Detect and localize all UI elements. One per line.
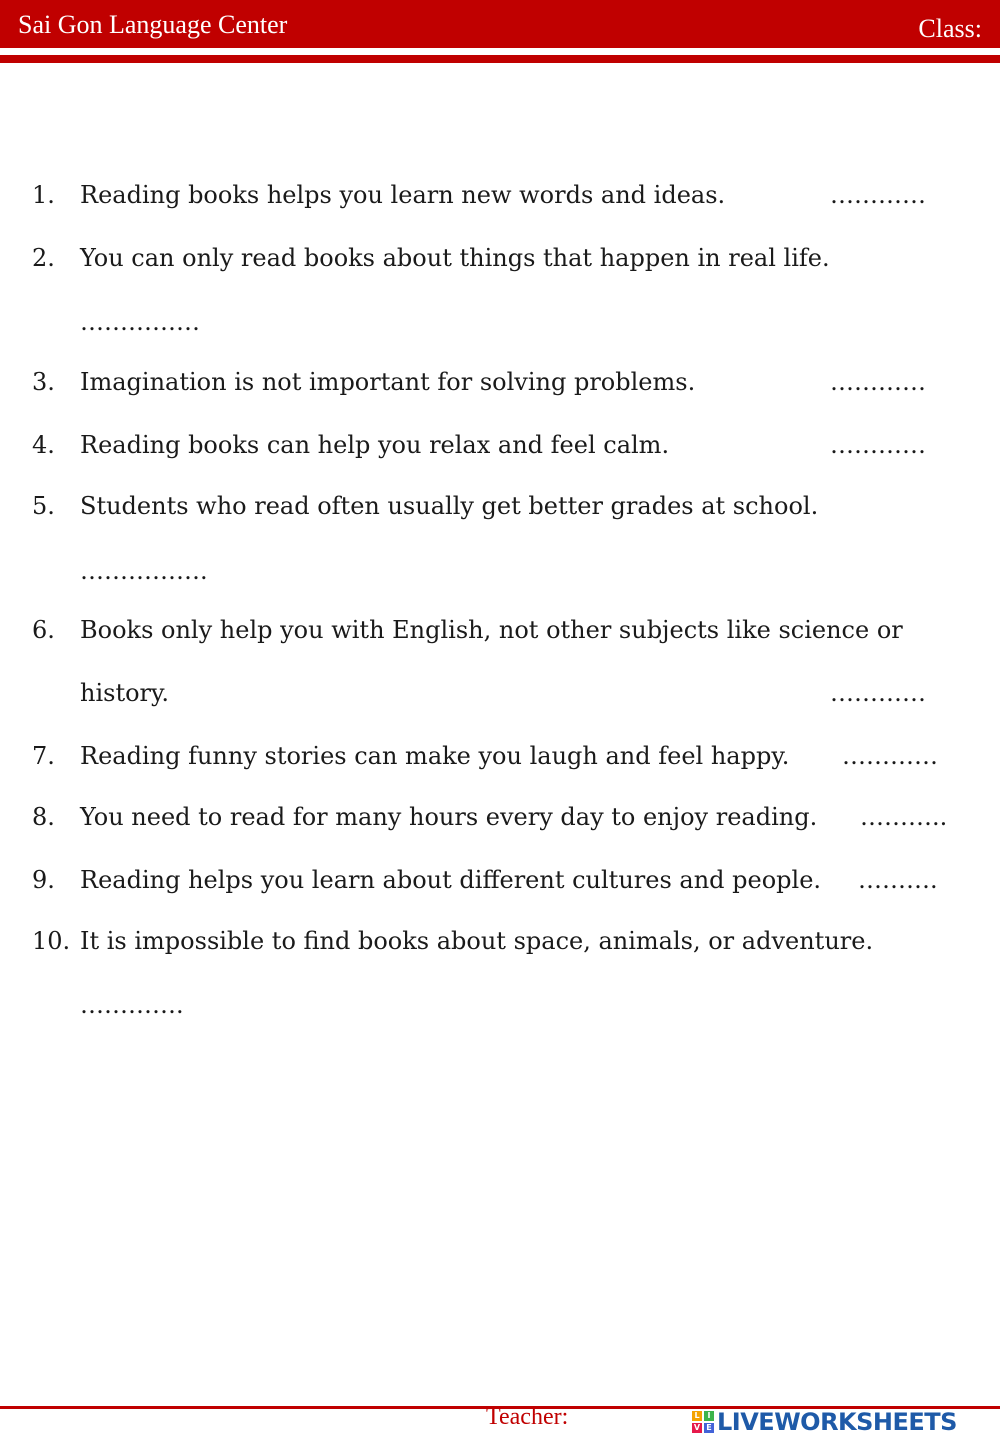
liveworksheets-icon — [692, 1411, 714, 1433]
answer-blank[interactable]: ………… — [830, 181, 926, 209]
answer-blank[interactable]: ………… — [842, 742, 938, 770]
question-text: You need to read for many hours every day to enjoy reading. — [80, 803, 818, 831]
logo-letter: V — [693, 1423, 701, 1432]
question-number: 10. — [32, 927, 71, 955]
answer-blank[interactable]: ………… — [830, 368, 926, 396]
question-number: 2. — [32, 244, 55, 272]
header-divider — [0, 55, 1000, 63]
answer-blank[interactable]: …………… — [80, 308, 200, 336]
question-number: 7. — [32, 742, 55, 770]
answer-blank[interactable]: ………. — [858, 866, 938, 894]
logo-letter: I — [704, 1411, 714, 1421]
answer-blank[interactable]: ……………. — [80, 557, 208, 585]
liveworksheets-logo — [692, 1407, 957, 1437]
answer-blank[interactable]: ………… — [830, 679, 926, 707]
answer-blank[interactable]: ………… — [830, 431, 926, 459]
question-text: Imagination is not important for solving problems. — [80, 368, 696, 396]
center-name: Sai Gon Language Center — [18, 10, 288, 39]
question-number: 6. — [32, 616, 55, 644]
question-number: 1. — [32, 181, 55, 209]
class-label: Class: — [918, 14, 982, 43]
logo-letter: L — [692, 1411, 702, 1421]
question-text: Reading helps you learn about different cultures and people. — [80, 866, 822, 894]
question-text-continued: history. — [80, 679, 170, 707]
question-number: 5. — [32, 492, 55, 520]
answer-blank[interactable]: ……….. — [860, 803, 948, 831]
question-text: Books only help you with English, not other subjects like science or — [80, 616, 903, 644]
question-text: You can only read books about things that happen in real life. — [80, 244, 830, 272]
question-number: 9. — [32, 866, 55, 894]
question-text: Reading funny stories can make you laugh and feel happy. — [80, 742, 790, 770]
answer-blank[interactable]: …………. — [80, 991, 184, 1019]
brand-name: LIVEWORKSHEETS — [717, 1408, 957, 1436]
question-text: It is impossible to find books about space, animals, or adventure. — [80, 927, 874, 955]
logo-letter: E — [704, 1423, 714, 1433]
question-number: 8. — [32, 803, 55, 831]
question-text: Reading books helps you learn new words and ideas. — [80, 181, 726, 209]
question-number: 4. — [32, 431, 55, 459]
question-number: 3. — [32, 368, 55, 396]
question-text: Reading books can help you relax and feel calm. — [80, 431, 670, 459]
teacher-label: Teacher: — [486, 1404, 569, 1430]
question-text: Students who read often usually get better grades at school. — [80, 492, 819, 520]
